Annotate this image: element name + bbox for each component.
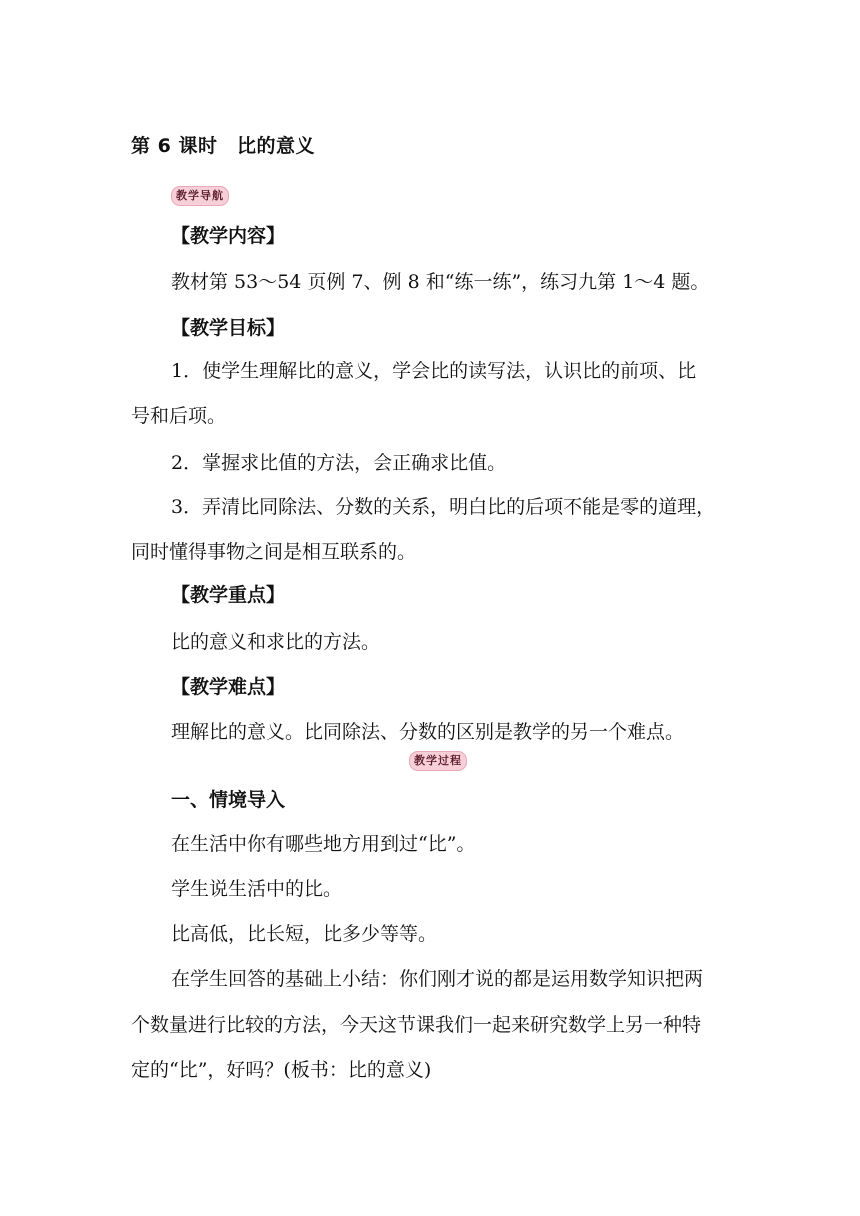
process-line-1: 在生活中你有哪些地方用到过“比”。 — [171, 833, 476, 855]
step1-heading: 一、情境导入 — [171, 789, 286, 811]
process-line-3: 比高低，比长短，比多少等等。 — [171, 923, 438, 945]
goal-1-line-2: 号和后项。 — [131, 405, 227, 427]
goal-3-line-2: 同时懂得事物之间是相互联系的。 — [131, 541, 417, 563]
process-line-2: 学生说生活中的比。 — [171, 878, 343, 900]
key-point-heading: 【教学重点】 — [171, 584, 286, 606]
teaching-process-badge: 教学过程 — [409, 751, 467, 771]
content-text: 教材第 53～54 页例 7、例 8 和“练一练”，练习九第 1～4 题。 — [171, 271, 710, 293]
process-line-4b: 个数量进行比较的方法，今天这节课我们一起来研究数学上另一种特 — [131, 1014, 702, 1036]
content-heading: 【教学内容】 — [171, 225, 286, 247]
goal-2: 2．掌握求比值的方法，会正确求比值。 — [171, 452, 507, 474]
goal-3-line-1: 3．弄清比同除法、分数的关系，明白比的后项不能是零的道理， — [171, 496, 716, 518]
lesson-title: 第 6 课时 比的意义 — [131, 135, 315, 157]
teaching-nav-badge: 教学导航 — [171, 186, 229, 206]
key-point-text: 比的意义和求比的方法。 — [171, 631, 381, 653]
difficulty-heading: 【教学难点】 — [171, 676, 286, 698]
goal-heading: 【教学目标】 — [171, 317, 286, 339]
goal-1-line-1: 1．使学生理解比的意义，学会比的读写法，认识比的前项、比 — [171, 360, 697, 382]
difficulty-text: 理解比的意义。比同除法、分数的区别是教学的另一个难点。 — [171, 721, 685, 743]
process-line-4c: 定的“比”，好吗？(板书：比的意义) — [131, 1059, 432, 1081]
process-line-4a: 在学生回答的基础上小结：你们刚才说的都是运用数学知识把两 — [171, 968, 704, 990]
